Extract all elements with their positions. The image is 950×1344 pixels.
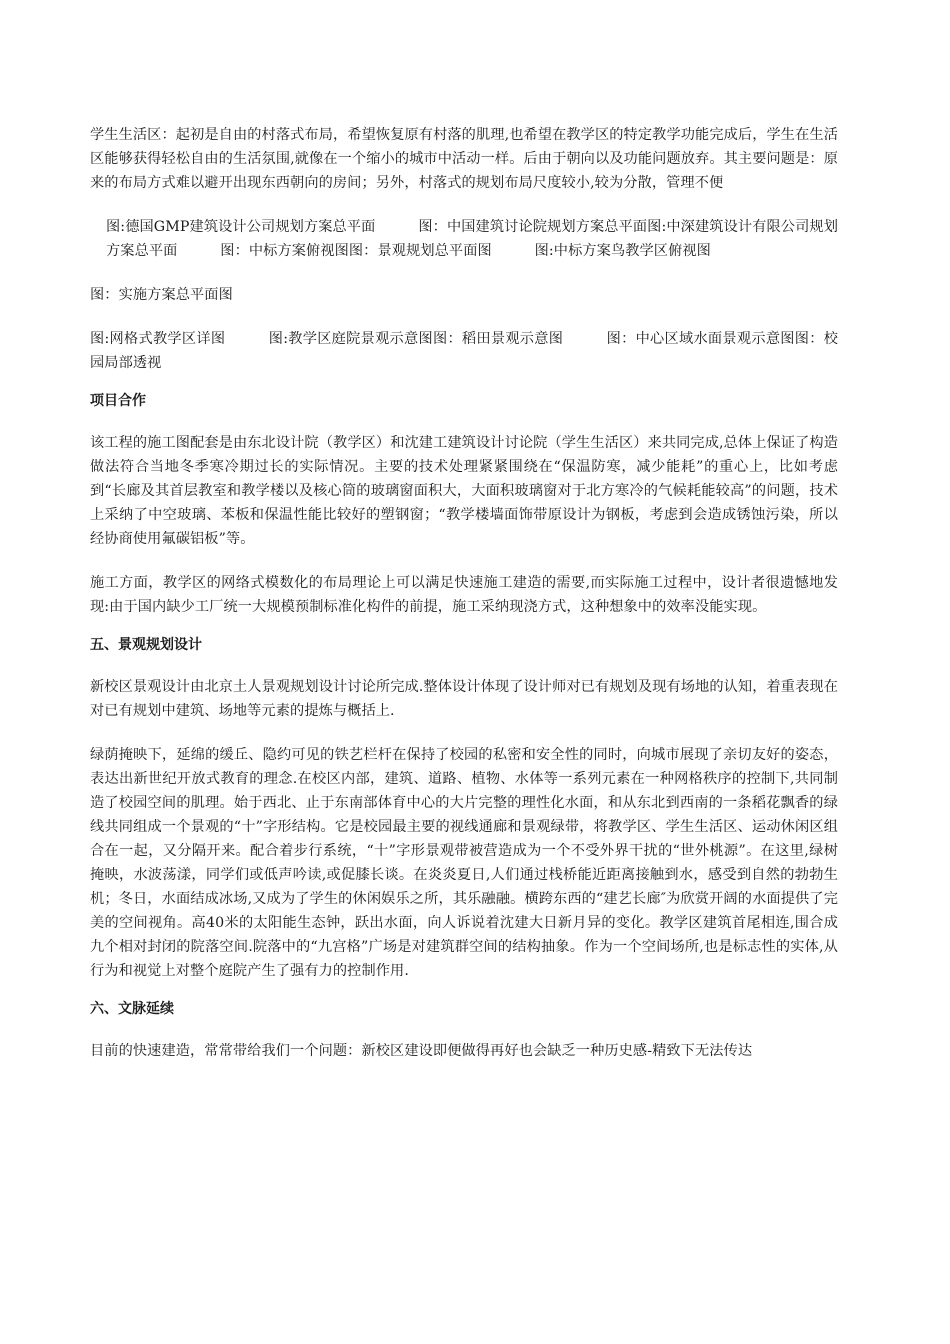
figure-captions-details: 图:网格式教学区详图 图:教学区庭院景观示意图图：稻田景观示意图 图：中心区域水面景观示意图图：校园局部透视: [90, 331, 838, 371]
document-page: [90, 123, 838, 1063]
paragraph-cultural-continuity: 目前的快速建造，常常带给我们一个问题：新校区建设即便做得再好也会缺乏一种历史感-精致下无法传达: [90, 1043, 753, 1059]
heading-cultural-continuity: 六、文脉延续: [90, 1001, 174, 1017]
heading-landscape-design: 五、景观规划设计: [90, 637, 202, 653]
figure-caption-implementation-plan: 图：实施方案总平面图: [90, 287, 233, 303]
paragraph-construction-process: 施工方面，教学区的网络式模数化的布局理论上可以满足快速施工建造的需要,而实际施工过程中，设计者很遗憾地发现:由于国内缺少工厂统一大规模预制标准化构件的前提，施工采纳现浇方式，这种想象中的效率没能实现。: [90, 575, 838, 615]
figure-captions-plans: 图:德国GMP建筑设计公司规划方案总平面 图：中国建筑讨论院规划方案总平面图:中深建筑设计有限公司规划方案总平面 图：中标方案俯视图图：景观规划总平面图 图:中标方案鸟教学区俯视图: [106, 219, 838, 259]
paragraph-construction-drawings: 该工程的施工图配套是由东北设计院（教学区）和沈建工建筑设计讨论院（学生生活区）来共同完成,总体上保证了构造做法符合当地冬季寒冷期过长的实际情况。主要的技术处理紧紧围绕在“保温防寒，减少能耗”的重心上，比如考虑到“长廊及其首层教室和教学楼以及核心筒的玻璃窗面积大，大面积玻璃窗对于北方寒冷的气候耗能较高”的问题，技术上采纳了中空玻璃、苯板和保温性能比较好的塑钢窗；“教学楼墙面饰带原设计为钢板，考虑到会造成锈蚀污染，所以经协商使用氟碳铝板”等。: [90, 435, 838, 547]
paragraph-landscape-intro: 新校区景观设计由北京土人景观规划设计讨论所完成.整体设计体现了设计师对已有规划及现有场地的认知，着重表现在对已有规划中建筑、场地等元素的提炼与概括上.: [90, 679, 838, 719]
heading-project-cooperation: 项目合作: [90, 393, 146, 409]
paragraph-landscape-detail: 绿荫掩映下，延绵的缓丘、隐约可见的铁艺栏杆在保持了校园的私密和安全性的同时，向城市展现了亲切友好的姿态，表达出新世纪开放式教育的理念.在校区内部，建筑、道路、植物、水体等一系列元素在一种网格秩序的控制下,共同制造了校园空间的肌理。始于西北、止于东南部体育中心的大片完整的理性化水面，和从东北到西南的一条稻花飘香的绿线共同组成一个景观的“十”字形结构。它是校园最主要的视线通廊和景观绿带，将教学区、学生生活区、运动休闲区组合在一起，又分隔开来。配合着步行系统，“十”字形景观带被营造成为一个不受外界干扰的“世外桃源”。在这里,绿树掩映，水波荡漾，同学们或低声吟读,或促膝长谈。在炎炎夏日,人们通过栈桥能近距离接触到水，感受到自然的勃勃生机；冬日，水面结成冰场,又成为了学生的休闲娱乐之所，其乐融融。横跨东西的“建艺长廊″为欣赏开阔的水面提供了完美的空间视角。高40米的太阳能生态钟，跃出水面，向人诉说着沈建大日新月异的变化。教学区建筑首尾相连,围合成九个相对封闭的院落空间.院落中的“九宫格”广场是对建筑群空间的结构抽象。作为一个空间场所,也是标志性的实体,从行为和视觉上对整个庭院产生了强有力的控制作用.: [90, 747, 838, 979]
paragraph-student-living-area: 学生生活区：起初是自由的村落式布局，希望恢复原有村落的肌理,也希望在教学区的特定教学功能完成后，学生在生活区能够获得轻松自由的生活氛围,就像在一个缩小的城市中活动一样。后由于朝向以及功能问题放弃。其主要问题是：原来的布局方式难以避开出现东西朝向的房间；另外，村落式的规划布局尺度较小,较为分散，管理不便: [90, 127, 838, 191]
